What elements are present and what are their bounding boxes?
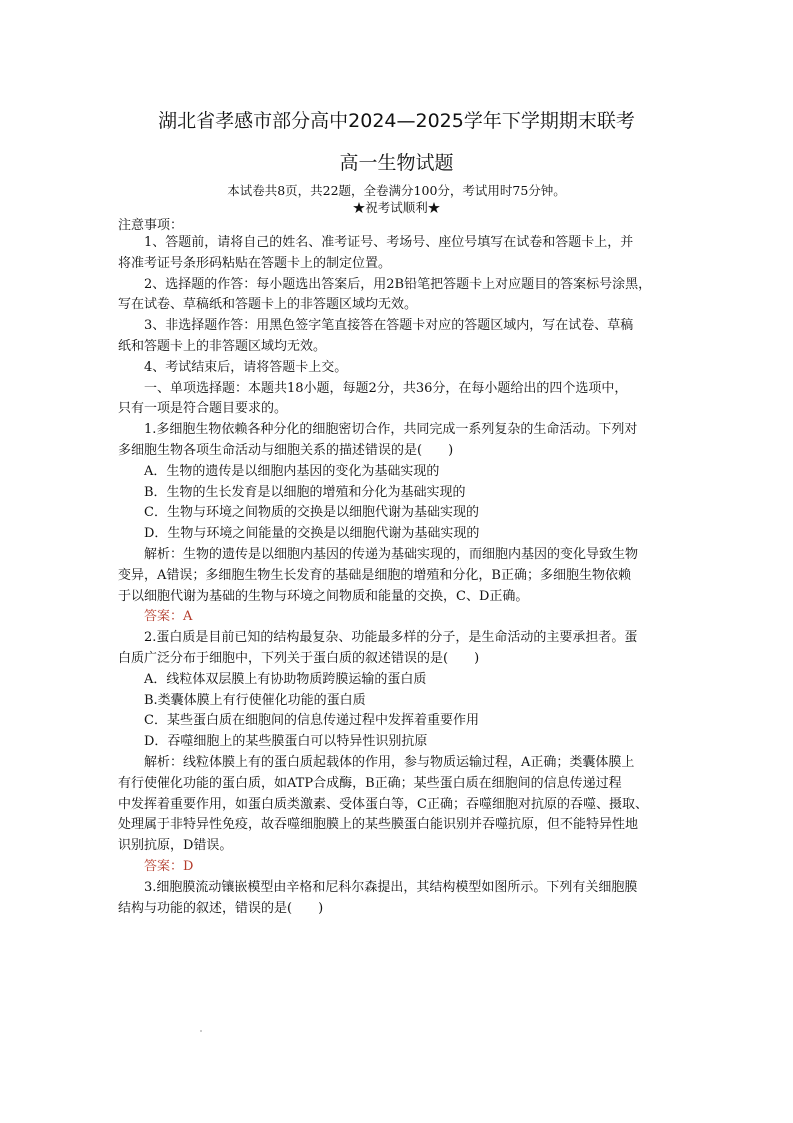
question-1-option-d: D．生物与环境之间能量的交换是以细胞代谢为基础实现的: [144, 526, 480, 542]
notice-3-cont: 纸和答题卡上的非答题区域均无效。: [118, 338, 327, 354]
section-heading: 一、单项选择题：本题共18小题，每题2分，共36分，在每小题给出的四个选项中，: [144, 380, 628, 396]
question-2-analysis-cont: 处理属于非特异性免疫，故吞噬细胞膜上的某些膜蛋白能识别并吞噬抗原，但不能特异性地: [118, 817, 639, 833]
question-2-analysis-cont: 有行使催化功能的蛋白质，如ATP合成酶，B正确；某些蛋白质在细胞间的信息传递过程: [118, 775, 622, 791]
question-2-stem-cont: 白质广泛分布于细胞中，下列关于蛋白质的叙述错误的是( ): [118, 650, 480, 666]
question-2-option-b: B.类囊体膜上有行使催化功能的蛋白质: [144, 692, 366, 708]
question-2-analysis: 解析：线粒体膜上有的蛋白质起载体的作用，参与物质运输过程，A正确；类囊体膜上: [144, 754, 635, 770]
question-3-stem-cont: 结构与功能的叙述，错误的是( ): [118, 900, 324, 916]
notice-4: 4、考试结束后，请将答题卡上交。: [144, 359, 348, 375]
question-3-stem: 3.细胞膜流动镶嵌模型由辛格和尼科尔森提出，其结构模型如图所示。下列有关细胞膜: [144, 879, 638, 895]
question-1-analysis-cont: 变异，A错误；多细胞生物生长发育的基础是细胞的增殖和分化，B正确；多细胞生物依赖: [118, 567, 631, 583]
question-2-option-d: D．吞噬细胞上的某些膜蛋白可以特异性识别抗原: [144, 734, 428, 750]
question-1-stem-cont: 多细胞生物各项生命活动与细胞关系的描述错误的是( ): [118, 442, 454, 458]
notice-3: 3、非选择题作答：用黑色签字笔直接答在答题卡对应的答题区域内，写在试卷、草稿: [144, 318, 634, 334]
exam-subtitle: 高一生物试题: [339, 152, 454, 174]
question-1-answer: 答案：A: [144, 609, 193, 625]
scan-speck: [200, 1030, 202, 1032]
question-1-analysis-cont: 于以细胞代谢为基础的生物与环境之间物质和能量的交换，C、D正确。: [118, 588, 529, 604]
question-2-stem: 2.蛋白质是目前已知的结构最复杂、功能最多样的分子，是生命活动的主要承担者。蛋: [144, 630, 638, 646]
notice-2: 2、选择题的作答：每小题选出答案后，用2B铅笔把答题卡上对应题目的答案标号涂黑，: [144, 276, 652, 292]
question-2-analysis-cont: 识别抗原，D错误。: [118, 838, 233, 854]
question-2-option-a: A．线粒体双层膜上有协助物质跨膜运输的蛋白质: [144, 671, 427, 687]
question-1-option-c: C．生物与环境之间物质的交换是以细胞代谢为基础实现的: [144, 505, 479, 521]
question-1-stem: 1.多细胞生物依赖各种分化的细胞密切合作，共同完成一系列复杂的生命活动。下列对: [144, 422, 638, 438]
question-2-option-c: C．某些蛋白质在细胞间的信息传递过程中发挥着重要作用: [144, 713, 479, 729]
notice-header: 注意事项：: [118, 218, 184, 233]
exam-title: 湖北省孝感市部分高中2024—2025学年下学期期末联考: [158, 110, 635, 132]
question-2-analysis-cont: 中发挥着重要作用，如蛋白质类激素、受体蛋白等，C正确；吞噬细胞对抗原的吞噬、摄取、: [118, 796, 648, 812]
question-1-option-a: A．生物的遗传是以细胞内基因的变化为基础实现的: [144, 463, 440, 479]
exam-info: 本试卷共8页，共22题，全卷满分100分，考试用时75分钟。: [227, 183, 566, 198]
section-heading-cont: 只有一项是符合题目要求的。: [118, 401, 288, 417]
notice-1: 1、答题前，请将自己的姓名、准考证号、考场号、座位号填写在试卷和答题卡上，并: [144, 235, 634, 250]
document-body: [118, 233, 678, 919]
question-1-analysis: 解析：生物的遗传是以细胞内基因的传递为基础实现的，而细胞内基因的变化导致生物: [144, 546, 639, 562]
blessing: ★祝考试顺利★: [352, 200, 441, 215]
notice-1-cont: 将准考证号条形码粘贴在答题卡上的制定位置。: [118, 255, 392, 271]
notice-2-cont: 写在试卷、草稿纸和答题卡上的非答题区域均无效。: [118, 297, 418, 313]
question-1-option-b: B．生物的生长发育是以细胞的增殖和分化为基础实现的: [144, 484, 466, 500]
question-2-answer: 答案：D: [144, 858, 194, 874]
